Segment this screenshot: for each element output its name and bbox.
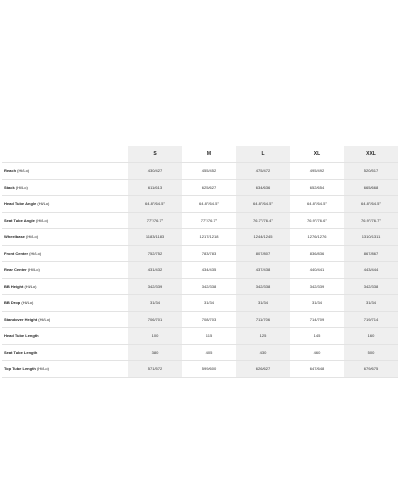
row-label [2,311,128,328]
table-cell: 1183/1183 [128,229,182,246]
row-label-suffix: (Hi/Lo) [17,168,30,174]
table-row [2,361,398,378]
row-label-suffix: (Hi/Lo) [15,184,28,190]
table-cell: 647/648 [290,361,344,378]
table-cell: 160 [344,328,398,345]
size-header-cell: L [236,146,290,163]
row-label-name: Top Tube Length [4,366,36,372]
row-label-name: BB Height [4,283,24,289]
table-cell: 77°/76.7° [182,212,236,229]
table-cell: 342/339 [128,278,182,295]
table-cell: 571/572 [128,361,182,378]
row-label-suffix: (Hi/Lo) [29,250,42,256]
row-label [2,196,128,213]
table-cell: 342/338 [182,278,236,295]
table-cell: 665/668 [344,179,398,196]
table-cell: 783/783 [182,245,236,262]
size-header-cell: XXL [344,146,398,163]
table-row [2,295,398,312]
row-label [2,295,128,312]
table-cell: 1276/1276 [290,229,344,246]
table-cell: 437/438 [236,262,290,279]
row-label-name: Seat Tube Angle [4,217,35,223]
table-cell: 652/654 [290,179,344,196]
size-header [2,146,398,163]
table-cell: 125 [236,328,290,345]
row-label-suffix: (Hi/Lo) [21,300,34,306]
row-label [2,212,128,229]
size-header-cell: XL [313,151,321,157]
row-label [2,278,128,295]
row-label [2,361,128,378]
table-cell: 475/472 [236,163,290,180]
row-label-name: Head Tube Length [4,333,39,339]
table-cell: 64.8°/64.5° [128,196,182,213]
row-label [2,229,128,246]
table-cell: 100 [128,328,182,345]
table-cell: 455/452 [182,163,236,180]
table-cell: 807/807 [236,245,290,262]
table-cell: 711/706 [236,311,290,328]
row-label-name: Head Tube Angle [4,201,37,207]
row-label-suffix: (Hi/Lo) [26,234,39,240]
table-cell: 500 [344,344,398,361]
table-cell: 634/636 [236,179,290,196]
table-cell: 440/441 [290,262,344,279]
table-cell: 64.8°/64.5° [344,196,398,213]
table-cell: 599/600 [182,361,236,378]
table-cell: 520/517 [344,163,398,180]
row-label-suffix: (Hi/Lo) [27,267,40,273]
row-label-name: Wheelbase [4,234,25,240]
table-row [2,229,398,246]
header-corner [2,146,128,163]
table-cell: 625/627 [182,179,236,196]
table-row [2,179,398,196]
row-label [2,344,128,361]
table-cell: 434/435 [182,262,236,279]
table-row [2,278,398,295]
table-cell: 77°/76.7° [128,212,182,229]
table-row [2,163,398,180]
table-cell: 64.8°/64.5° [290,196,344,213]
table-cell: 342/339 [290,278,344,295]
table-cell: 64.8°/64.5° [236,196,290,213]
table-row [2,196,398,213]
row-label-suffix: (Hi/Lo) [24,283,37,289]
table-cell: 752/752 [128,245,182,262]
row-label-name: Stack [4,184,15,190]
size-header-row [2,146,398,163]
table-cell: 460 [290,344,344,361]
table-row [2,344,398,361]
row-label [2,328,128,345]
table-cell: 706/701 [128,311,182,328]
table-cell: 626/627 [236,361,290,378]
table-cell: 443/444 [344,262,398,279]
table-cell: 76.9°/76.6° [290,212,344,229]
row-label [2,179,128,196]
table-row [2,311,398,328]
table-cell: 1310/1311 [344,229,398,246]
table-row [2,262,398,279]
table-cell: 405 [182,344,236,361]
table-cell: 719/714 [344,311,398,328]
table-cell: 679/675 [344,361,398,378]
geometry-table [2,146,398,378]
size-header-cell: S [128,146,182,163]
table-cell: 76.7°/76.4° [236,212,290,229]
table-cell: 31/34 [290,295,344,312]
table-cell: 611/613 [128,179,182,196]
row-label-name: BB Drop [4,300,21,306]
row-label-name: Rear Center [4,267,27,273]
table-cell: 1217/1218 [182,229,236,246]
table-cell: 836/836 [290,245,344,262]
row-label-suffix: (Hi/Lo) [38,316,51,322]
table-cell: 867/867 [344,245,398,262]
table-cell: 76.9°/76.7° [344,212,398,229]
table-row [2,212,398,229]
row-label-suffix: (Hi/Lo) [37,201,50,207]
row-label-suffix: (Hi/Lo) [36,366,49,372]
table-cell: 714/709 [290,311,344,328]
row-label [2,163,128,180]
table-cell: 430/427 [128,163,182,180]
table-cell: 115 [182,328,236,345]
table-cell: 708/703 [182,311,236,328]
geometry-table-body [2,163,398,378]
row-label-name: Standover Height [4,316,38,322]
row-label-name: Seat Tube Length [4,349,38,355]
row-label-name: Front Center [4,250,28,256]
table-cell: 342/338 [344,278,398,295]
table-cell: 495/492 [290,163,344,180]
table-cell: 145 [290,328,344,345]
table-cell: 1244/1245 [236,229,290,246]
table-row [2,245,398,262]
table-cell: 31/34 [236,295,290,312]
table-cell: 31/34 [344,295,398,312]
table-row [2,328,398,345]
table-cell: 31/34 [128,295,182,312]
table-cell: 431/432 [128,262,182,279]
row-label-name: Reach [4,168,17,174]
row-label [2,262,128,279]
table-cell: 64.8°/64.5° [182,196,236,213]
table-cell: 430 [236,344,290,361]
size-header-cell: M [206,151,212,157]
row-label [2,245,128,262]
table-cell: 380 [128,344,182,361]
table-cell: 31/34 [182,295,236,312]
table-cell: 342/338 [236,278,290,295]
row-label-suffix: (Hi/Lo) [36,217,49,223]
